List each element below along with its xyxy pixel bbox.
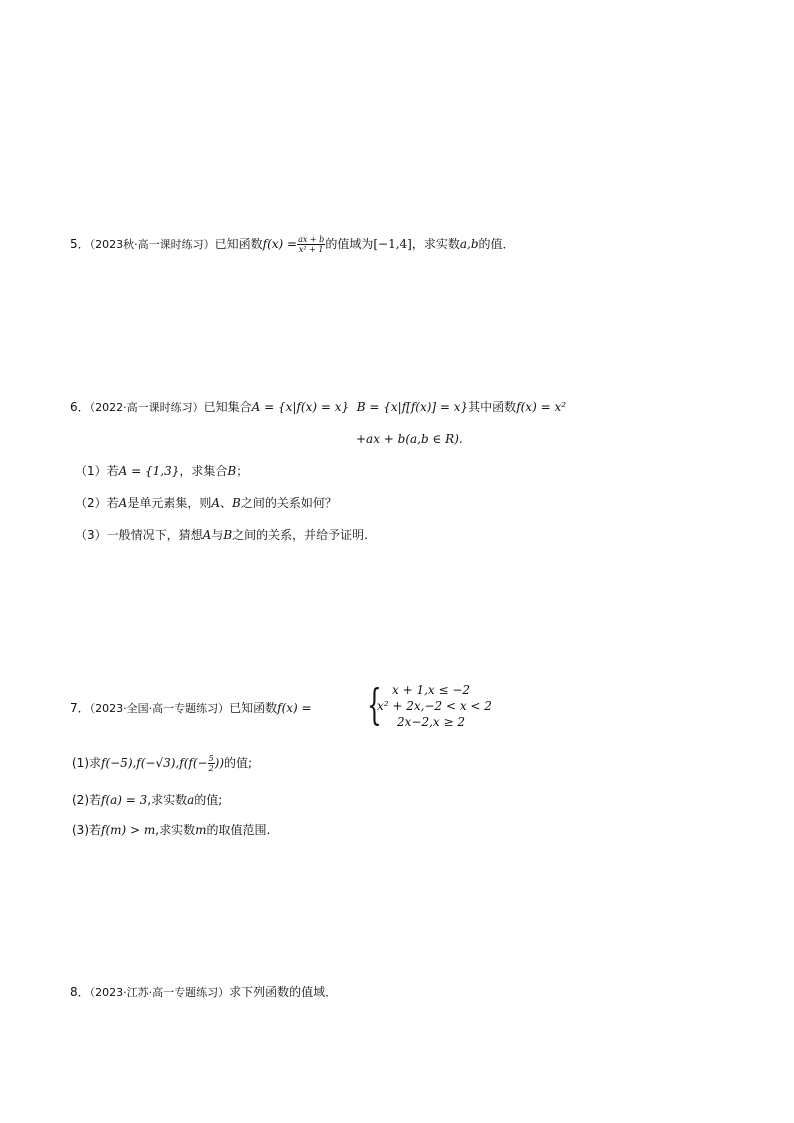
q6-part-1 <box>75 463 248 479</box>
q6-p3-math: A <box>202 528 212 542</box>
q5-frac-numerator: ax + b <box>298 235 325 244</box>
q5-source: （2023秋·高一课时练习） <box>89 238 215 251</box>
q7-p2-text: (2)若 <box>72 793 101 807</box>
q6-p2-text-2: 是单元素集，则 <box>127 496 212 510</box>
q6-p2-math-2: A <box>211 496 220 510</box>
q8-source: （2023·江苏·高一专题练习） <box>89 986 230 999</box>
question-6 <box>70 399 566 416</box>
question-8 <box>70 984 337 1001</box>
q6-p2-text-4: 之间的关系如何？ <box>240 496 337 510</box>
q5-text-4: 的值． <box>478 237 515 251</box>
q6-fdef-2: +ax + b(a,b ∈ R). <box>356 432 463 446</box>
question-7 <box>70 700 312 717</box>
q6-source: （2022·高一课时练习） <box>89 401 204 414</box>
q6-p3-math-2: B <box>223 528 233 542</box>
q5-text-2: 的值域为 <box>325 237 374 251</box>
q7-p1-frac-denominator: 2 <box>208 764 214 773</box>
q6-p2-text-3: 、 <box>220 496 233 510</box>
q7-part-3 <box>72 822 270 838</box>
q6-text-2: 其中函数 <box>468 400 517 414</box>
q6-fdef-1: f(x) = x² <box>516 400 567 414</box>
q6-p1-text-2: ，求集合 <box>179 464 228 478</box>
q7-p1-frac-numerator: 5 <box>208 754 214 763</box>
q7-p2-text-2: ,求实数 <box>147 793 188 807</box>
question-5 <box>70 235 515 254</box>
q5-text-3: ，求实数 <box>411 237 460 251</box>
q7-part-1 <box>72 754 252 773</box>
q6-p1-math-2: B <box>227 464 237 478</box>
q8-number: 8． <box>70 985 90 999</box>
q7-p3-text: (3)若 <box>72 823 101 837</box>
q6-number: 6． <box>70 400 90 414</box>
q6-text: 已知集合 <box>203 400 252 414</box>
q8-text: 求下列函数的值域． <box>229 985 338 999</box>
q7-brace: { <box>367 680 382 729</box>
q5-text: 已知函数 <box>214 237 263 251</box>
q7-p2-math: f(a) = 3 <box>101 793 148 807</box>
q5-frac-denominator: x² + 1 <box>298 245 324 254</box>
q5-ab: a,b <box>459 237 479 251</box>
q7-p1-text: (1)求 <box>72 756 101 770</box>
q6-p2-text: （2）若 <box>75 496 119 510</box>
q6-p3-text: （3）一般情况下，猜想 <box>75 528 203 542</box>
q7-p3-text-2: ,求实数 <box>155 823 196 837</box>
q6-p3-text-2: 与 <box>211 528 224 542</box>
q7-case-1: x + 1,x ≤ −2 <box>392 683 471 697</box>
q7-case-3: 2x−2,x ≥ 2 <box>397 715 465 729</box>
q7-p2-math-2: a <box>187 793 195 807</box>
q5-fraction <box>297 235 325 254</box>
q6-p1-math: A = {1,3} <box>118 464 180 478</box>
q7-p1-math: f(−5),f(−√3),f(f(− <box>101 756 208 770</box>
q6-part-3 <box>75 527 368 543</box>
q6-p1-text: （1）若 <box>75 464 119 478</box>
q7-number: 7． <box>70 701 90 715</box>
q7-case-2: x² + 2x,−2 < x < 2 <box>377 699 492 713</box>
q6-part-2 <box>75 495 337 511</box>
q7-function: f(x) = <box>277 701 312 715</box>
q7-p1-math-2: )) <box>214 756 225 770</box>
q6-set-a: A = {x|f(x) = x} <box>251 400 350 414</box>
q7-p1-text-2: 的值; <box>224 756 253 770</box>
q5-range: [−1,4] <box>373 237 412 251</box>
q7-p2-text-3: 的值; <box>194 793 223 807</box>
q7-p1-fraction <box>208 754 215 773</box>
q6-p3-text-3: 之间的关系，并给予证明. <box>232 528 368 542</box>
q5-number: 5． <box>70 237 90 251</box>
q6-p2-math-3: B <box>232 496 241 510</box>
q7-p3-math-2: m <box>195 823 207 837</box>
q6-set-b: B = {x|f[f(x)] = x} <box>356 400 469 414</box>
q7-text: 已知函数 <box>229 701 278 715</box>
q6-p2-math: A <box>118 496 128 510</box>
q7-source: （2023·全国·高一专题练习） <box>89 702 230 715</box>
q7-part-2 <box>72 792 222 808</box>
q6-p1-text-3: ； <box>236 464 249 478</box>
q7-p3-text-3: 的取值范围. <box>206 823 271 837</box>
q7-p3-math: f(m) > m <box>101 823 156 837</box>
q5-function: f(x) = <box>262 237 298 251</box>
